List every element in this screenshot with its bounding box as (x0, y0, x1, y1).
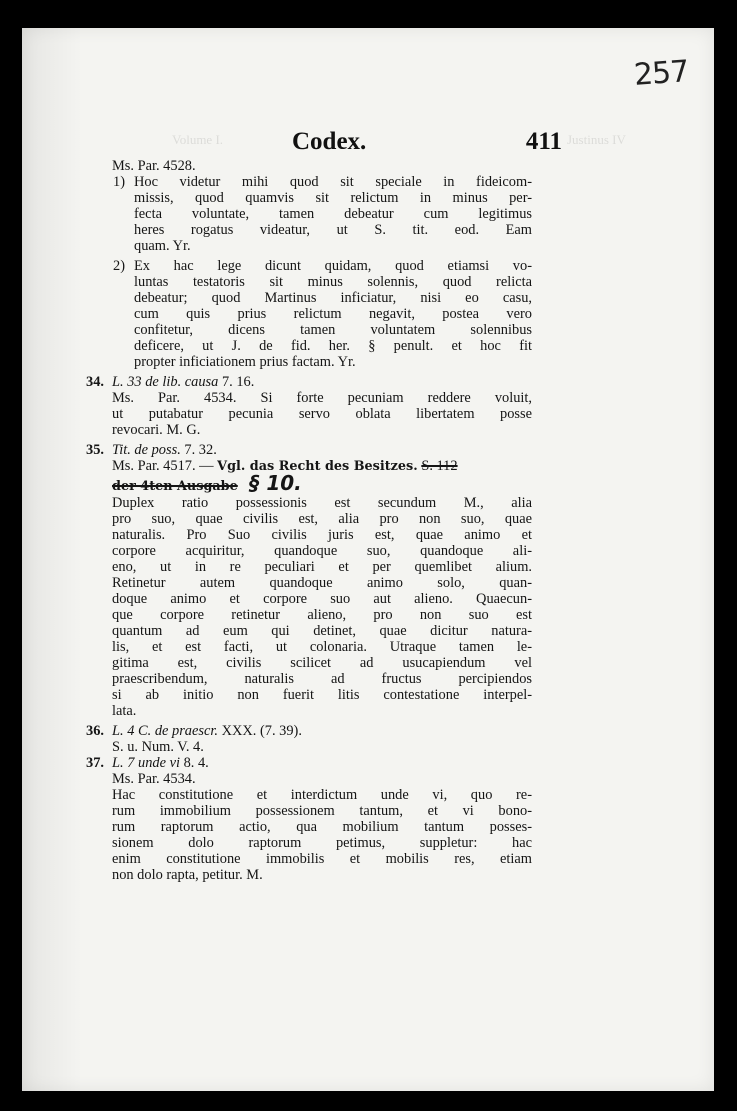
text-line: Retinetur autem quandoque animo solo, quan- (112, 575, 532, 591)
text-line: eno, ut in re peculiari et per quemlibet alium. (112, 559, 532, 575)
text-line: non dolo rapta, petitur. M. (112, 867, 263, 883)
text-line: deficere, ut J. de fid. her. § penult. et hoc fit (134, 338, 532, 354)
entry-number: 37. (86, 755, 104, 771)
entry-37 (86, 755, 532, 883)
text-line: heres rogatus videatur, ut S. tit. eod. Eam (134, 222, 532, 238)
text-line: corpore acquiritur, quandoque suo, quandoque ali- (112, 543, 532, 559)
text-line: revocari. M. G. (112, 422, 201, 438)
entry-36 (86, 723, 532, 755)
text-line: praescribendum, naturalis ad fructus percipiendos (112, 671, 532, 687)
text-line: ut putabatur pecunia servo oblata libertatem posse (112, 406, 532, 422)
note-number: 2) (113, 258, 125, 274)
text-line: quantum ad eum qui detinet, quae dicitur natura- (112, 623, 532, 639)
struck-text: der 4ten Ausgabe (112, 479, 238, 494)
text-line: Hac constitutione et interdictum unde vi, quo re- (112, 787, 532, 803)
text-line: cum quis prius relictum negavit, postea vero (134, 306, 532, 322)
ms-crossref-line: Ms. Par. 4517. — Vgl. das Recht des Besitzes. S. 112 (112, 458, 458, 474)
text-line: naturalis. Pro Suo civilis juris est, quae animo et (112, 527, 532, 543)
handwritten-folio-number: 257 (632, 54, 690, 93)
entry-reference: L. 4 C. de praescr. XXX. (7. 39). (112, 723, 302, 739)
text-line: rum raptorum actio, qua mobilium tantum posses- (112, 819, 532, 835)
text-line: si ab initio non fuerit litis contestatione interpel- (112, 687, 532, 703)
text-line: propter inficiationem prius factam. Yr. (134, 354, 356, 370)
text-line: Hoc videtur mihi quod sit speciale in fideicom- (134, 174, 532, 190)
text-line: luntas testatoris sit minus solennis, quod relicta (134, 274, 532, 290)
entry-35 (86, 442, 532, 719)
text-line: Duplex ratio possessionis est secundum M., alia (112, 495, 532, 511)
page-number: 411 (525, 128, 562, 155)
ms-reference: Ms. Par. 4528. (112, 158, 196, 174)
text-line: lis, et est facti, ut colonaria. Utraque tamen le- (112, 639, 532, 655)
page-edge-shadow (22, 28, 82, 1091)
note-1 (112, 174, 532, 254)
text-line: missis, quod quamvis sit relictum in minus per- (134, 190, 532, 206)
note-2 (112, 258, 532, 370)
text-line: Ex hac lege dicunt quidam, quod etiamsi vo- (134, 258, 532, 274)
text-line: quam. Yr. (134, 238, 191, 254)
text-line: doque animo et corpore suo aut alieno. Quaecun- (112, 591, 532, 607)
bleed-through-text: Justinus IV (567, 132, 626, 147)
fraktur-crossref: Vgl. das Recht des Besitzes. (217, 459, 418, 474)
entry-number: 35. (86, 442, 104, 458)
entry-number: 36. (86, 723, 104, 739)
handwritten-annotation: § 10. (249, 471, 302, 495)
text-line: lata. (112, 703, 137, 719)
note-number: 1) (113, 174, 125, 190)
text-line: confitetur, dicens tamen voluntatem solennibus (134, 322, 532, 338)
text-line: sionem dolo raptorum petimus, suppletur: hac (112, 835, 532, 851)
struck-line (112, 471, 532, 495)
text-line: S. u. Num. V. 4. (112, 739, 204, 755)
text-line: debeatur; quod Martinus inficiatur, nisi eo casu, (134, 290, 532, 306)
text-line: gitima est, civilis scilicet ad usucapiendum vel (112, 655, 532, 671)
text-line: pro suo, quae civilis est, alia pro non suo, quae (112, 511, 532, 527)
text-line: Ms. Par. 4534. Si forte pecuniam reddere voluit, (112, 390, 532, 406)
running-title: Codex. (292, 128, 367, 155)
bleed-through-text: Volume I. (172, 132, 224, 147)
entry-number: 34. (86, 374, 104, 390)
page-header (292, 128, 562, 162)
entry-34 (86, 374, 532, 438)
struck-text: S. 112 (421, 458, 458, 474)
entry-reference: L. 33 de lib. causa 7. 16. (112, 374, 255, 390)
text-line: fecta voluntate, tamen debeatur cum legitimus (134, 206, 532, 222)
text-line: enim constitutione immobilis et mobilis res, etiam (112, 851, 532, 867)
entry-reference: L. 7 unde vi 8. 4. (112, 755, 209, 771)
text-line: que corpore retinetur alieno, pro non suo est (112, 607, 532, 623)
text-body (86, 158, 532, 883)
entry-reference: Tit. de poss. 7. 32. (112, 442, 217, 458)
ms-reference: Ms. Par. 4534. (112, 771, 196, 787)
text-line: rum immobilium possessionem tantum, et vi bono- (112, 803, 532, 819)
